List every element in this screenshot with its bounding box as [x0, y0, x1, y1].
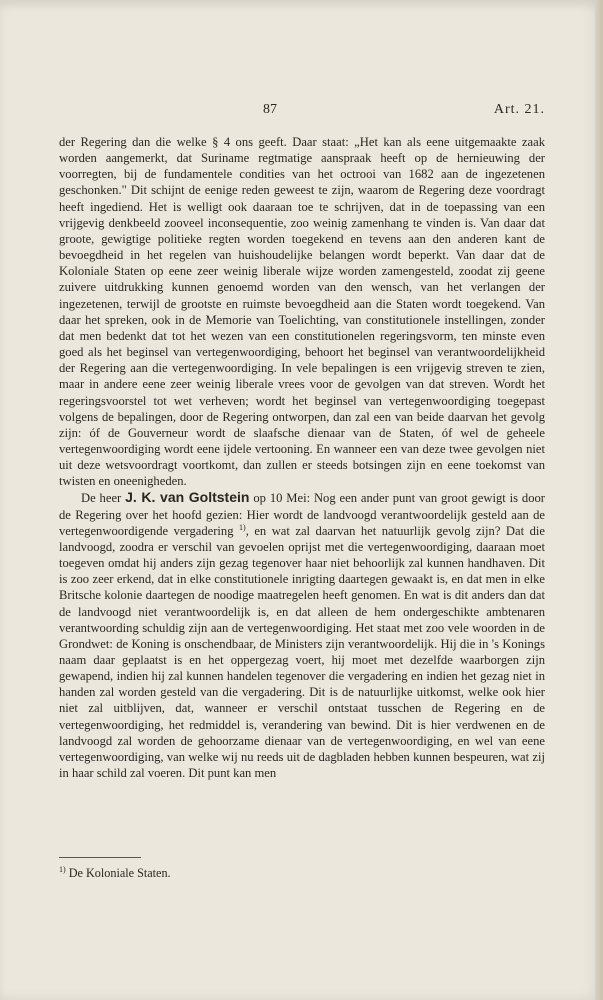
article-reference: Art. 21.	[493, 102, 545, 117]
speaker-name: J. K. van Goltstein	[125, 489, 250, 506]
running-header	[59, 102, 545, 122]
page-edge-shadow	[595, 0, 603, 1000]
page-number: 87	[263, 102, 277, 117]
footnote	[59, 866, 545, 881]
footnote-marker: 1)	[59, 864, 66, 874]
footnote-separator	[59, 857, 141, 858]
paragraph-2-lead: De heer	[81, 491, 122, 506]
paragraph-1: der Regering dan die welke § 4 ons geeft. Daar staat: „Het kan als eene uitgemaakte zaak worden aangemerkt, dat Suriname regtmatige aanspraak heeft op de hernieuwing der voorregten, bij de fundamentele condities van het octrooi van 1682 aan de ingezetenen geschonken." Dit schijnt de eenige reden geweest te zijn, waarom de Regering deze voordragt heeft ingediend. Het is welligt ook daaraan toe te schrijven, dat in de toepassing van een vrijgevig denkbeeld zooveel inconsequentie, zoo weinig zamenhang te vinden is. Van daar dat groote, gewigtige politieke regten worden toegekend en tevens aan den anderen kant de bevoegdheid in het regelen van huishoudelijke belangen wordt beperkt. Van daar dat de Koloniale Staten op eene zeer weinig liberale wijze worden zamengesteld, zoodat zij geene zuivere uitdrukking kunnen genoemd worden van den wensch, van het verlangen der ingezetenen, terwijl de grootste en ruimste bevoegdheid aan die Staten wordt toegekend. Van daar het spreken, ook in de Memorie van Toelichting, van constitutionele instellingen, zonder dat men bedenkt dat tot het wezen van een constitutionelen regeringsvorm, ten minste even goed als het beginsel van vertegenwoordiging, behoort het beginsel van verantwoordelijkheid der Regering aan die vertegenwoordiging. In vele bepalingen is een vrijgevig streven te zien, maar in andere eene zeer weinig liberale vrees voor de gevolgen van dat streven. Wordt het regeringsvoorstel tot wet verheven; wordt het beginsel van vertegenwoordiging toegepast volgens de bepalingen, door de Regering ontworpen, dan zal een van beide daarvan het gevolg zijn: óf de Gouverneur wordt de slaafsche dienaar van de Staten, óf wel de geheele vertegenwoordiging wordt eene ijdele vertooning. En wanneer een van deze twee gevolgen niet uit deze wetsvoordragt voortkomt, dan zullen er steeds botsingen zijn en eene toekomst van twisten en oneenigheden.	[59, 135, 545, 489]
paragraph-2-part-a: op 10 Mei: Nog een ander punt van groot gewigt is door de Regering over het hoofd gezien: Hier wordt de landvoogd verantwoordelijk gesteld aan de vertegenwoordigende vergadering	[59, 491, 546, 538]
footnote-reference: 1)	[239, 522, 246, 532]
body-text	[59, 134, 545, 781]
footnote-text: De Koloniale Staten.	[68, 866, 171, 880]
paragraph-2-part-b: , en wat zal daarvan het natuurlijk gevolg zijn? Dat die landvoogd, zoodra er verschil van gevoelen oprijst met die vertegenwoordiging, daaraan moet toegeven omdat hij anders zijn gezag tegenover haar niet behoorlijk zal kunnen handhaven. Dit is zoo zeer erkend, dat in elke constitutionele inrigting daartegen gewaakt is, en dat men in elke Britsche kolonie daartegen de noodige maatregelen heeft genomen. En wat is dit anders dan dat de landvoogd niet verantwoordelijk is, en dat alleen de hem ondergeschikte ambtenaren verantwoording schuldig zijn aan de vertegenwoordiging. Het staat met zoo vele woorden in de Grondwet: de Koning is onschendbaar, de Ministers zijn verantwoordelijk. Hij die in 's Konings naam daar geplaatst is en het oppergezag voert, hij moet met dezelfde waarborgen zijn gewapend, indien hij zal kunnen handelen tegenover die vergadering en indien het gezag niet in handen zal worden gesteld van die vergadering. Dit is de natuurlijke uitkomst, welke ook hier niet zal uitblijven, dat, wanneer er verschil ontstaat tusschen de Regering en de vertegenwoordiging, het redmiddel is, verandering van bewind. Dit is hier verdwenen en de landvoogd zal worden de gehoorzame dienaar van de vertegenwoordiging, en wel van eene vertegenwoordiging, van welke wij nu reeds uit de dagbladen hebben kunnen bespeuren, wat zij in haar schild zal voeren. Dit punt kan men	[59, 523, 545, 781]
paragraph-2	[59, 489, 545, 781]
